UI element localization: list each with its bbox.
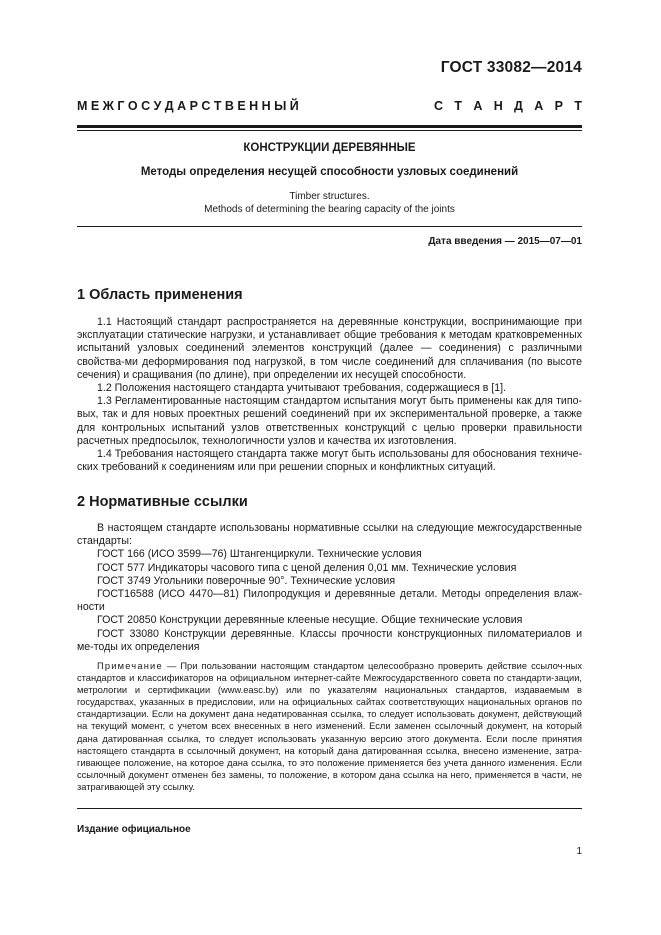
- header-rule-thick: [77, 125, 582, 128]
- section2-heading: 2 Нормативные ссылки: [77, 494, 248, 510]
- note-label: Примечание: [97, 661, 163, 671]
- effective-date: Дата введения — 2015—07—01: [428, 236, 582, 247]
- document-code: ГОСТ 33082—2014: [440, 59, 582, 76]
- reference-item: ГОСТ 577 Индикаторы часового типа с ценой деления 0,01 мм. Технические условия: [97, 561, 517, 574]
- section1-heading: 1 Область применения: [77, 287, 243, 303]
- banner-letter: С: [201, 99, 211, 113]
- standard-banner: [77, 99, 582, 113]
- reference-item: ГОСТ 3749 Угольники поверочные 90°. Технические условия: [97, 574, 396, 587]
- banner-letter: Д: [164, 99, 174, 113]
- reference-item: ГОСТ 166 (ИСО 3599—76) Штангенциркули. Технические условия: [97, 548, 422, 561]
- section1-paragraph-4: 1.4 Требования настоящего стандарта также могут быть использованы для обоснования техниче-ских требований к соединениям или при решении спорных и конфликтных ситуаций.: [77, 448, 582, 474]
- page-number: 1: [576, 846, 582, 857]
- banner-letter: А: [177, 99, 187, 113]
- banner-letter: У: [153, 99, 162, 113]
- banner-letter: С: [434, 99, 444, 113]
- english-title-line2: Methods of determining the bearing capacity of the joints: [204, 204, 455, 215]
- banner-letter: А: [534, 99, 544, 113]
- section1-paragraph-1: 1.1 Настоящий стандарт распространяется на деревянные конструкции, воспринимающие при эксплуатации статические нагрузки, и устанавливает общие требования к методам кратковременных испытаний узловых соединений элементов конструкций (далее — соединения) с различными свойства-ми деформирования под нагрузкой, в том числе соединений для сплачивания (по высоте сечения) и сращивания (по длине), при определении их несущей способности.: [77, 316, 582, 381]
- banner-letter: Г: [117, 99, 125, 113]
- banner-letter: Р: [189, 99, 198, 113]
- english-title: [77, 190, 582, 216]
- banner-letter: Ж: [102, 99, 114, 113]
- banner-letter: Н: [261, 99, 271, 113]
- official-edition-label: Издание официальное: [77, 824, 191, 835]
- banner-letter: М: [77, 99, 88, 113]
- banner-letter: В: [224, 99, 234, 113]
- banner-letter: Е: [90, 99, 100, 113]
- reference-item: ГОСТ 20850 Конструкции деревянные клееные несущие. Общие технические условия: [97, 614, 523, 627]
- banner-letter: Т: [454, 99, 462, 113]
- banner-letter: Й: [289, 99, 299, 113]
- banner-letter: Н: [493, 99, 503, 113]
- banner-letter: А: [473, 99, 483, 113]
- header-rule-thin: [77, 130, 582, 131]
- document-title: КОНСТРУКЦИИ ДЕРЕВЯННЫЕ: [243, 142, 416, 154]
- document-subtitle: Методы определения несущей способности узловых соединений: [140, 166, 519, 178]
- banner-letter: Н: [249, 99, 259, 113]
- title-rule: [77, 226, 582, 227]
- reference-item: ГОСТ16588 (ИСО 4470—81) Пилопродукция и деревянные детали. Методы определения влаж-ности: [77, 588, 582, 614]
- banner-letter: Ы: [274, 99, 287, 113]
- section2-body: [77, 522, 582, 654]
- section1-paragraph-3: 1.3 Регламентированные настоящим стандартом испытания могут быть применены как для типо-вых, так и для новых проектных решений соединений при их экспериментальной проверке, а также для контрольных испытаний узлов ответственных конструкций с целью проверки правильности расчетных предпосылок, технологичности узлов и качества их изготовления.: [77, 395, 582, 447]
- section2-intro: В настоящем стандарте использованы нормативные ссылки на следующие межгосударственные стандарты:: [77, 522, 582, 548]
- banner-letter: Т: [574, 99, 582, 113]
- reference-item: ГОСТ 33080 Конструкции деревянные. Классы прочности конструкционных пиломатериалов и ме-тоды их определения: [77, 627, 582, 653]
- banner-letter: Е: [237, 99, 246, 113]
- banner-letter: Д: [514, 99, 523, 113]
- english-title-line1: Timber structures.: [289, 191, 370, 202]
- banner-letter: Р: [554, 99, 563, 113]
- note-block: [77, 660, 582, 793]
- note-text: — При пользовании настоящим стандартом целесообразно проверить действие ссылоч-ных стандартов и классификаторов на официальном интернет-сайте Межгосударственного совета по стандарти-зации, метрологии и сертификации (www.easc.by) или по указателям национальных стандартов, издаваемым в государствах, указанных в предисловии, или на официальных сайтах соответствующих национальных органов по стандартизации. Если на документ дана недатированная ссылка, то следует использовать документ, действующий на текущий момент, с учетом всех внесенных в него изменений. Если заменен ссылочный документ, на который дана датированная ссылка, то следует использовать указанную версию этого документа. Если после принятия настоящего стандарта в ссылочный документ, на который дана датированная ссылка, внесено изменение, затра-гивающее положение, на которое дана ссылка, то это положение применяется без учета данного изменения. Если ссылочный документ отменен без замены, то положение, в котором дана ссылка на него, применяется в части, не затрагивающей эту ссылку.: [77, 661, 582, 792]
- banner-word-standard: [434, 99, 582, 113]
- section1-body: [77, 316, 582, 474]
- banner-letter: О: [127, 99, 138, 113]
- banner-letter: Т: [213, 99, 222, 113]
- banner-word-interstate: [77, 99, 299, 113]
- banner-letter: С: [141, 99, 151, 113]
- section1-paragraph-2: 1.2 Положения настоящего стандарта учитывают требования, содержащиеся в [1].: [97, 382, 507, 395]
- footer-rule: [77, 808, 582, 809]
